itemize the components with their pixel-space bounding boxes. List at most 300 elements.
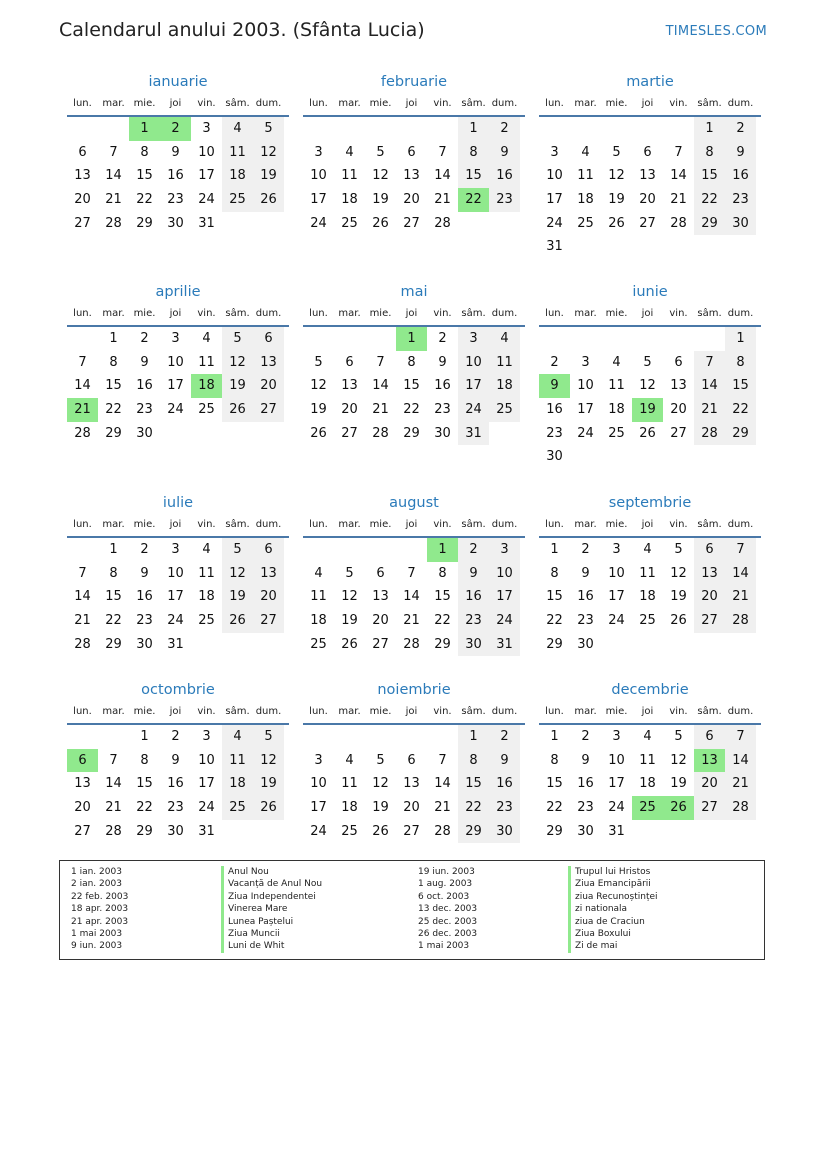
day-cell: 9: [140, 565, 149, 581]
day-grid: [303, 538, 525, 656]
legend-date: 21 apr. 2003: [71, 916, 129, 927]
weekday-label: lun.: [73, 706, 92, 717]
day-cell: 9: [171, 752, 180, 768]
day-cell: 11: [489, 351, 520, 375]
day-cell: 25: [489, 398, 520, 422]
holiday-day-cell: 26: [663, 796, 694, 820]
site-link[interactable]: TIMESLES.COM: [665, 24, 767, 39]
day-cell: 18: [222, 164, 253, 188]
empty-cell: [694, 327, 725, 351]
day-cell: 16: [489, 772, 520, 796]
day-cell: 19: [372, 192, 389, 208]
weekday-label: sâm.: [461, 308, 486, 319]
weekday-label: lun.: [545, 98, 564, 109]
day-cell: 15: [434, 589, 451, 605]
month-name: octombrie: [141, 682, 215, 698]
weekday-label: joi: [641, 98, 654, 109]
day-cell: 4: [222, 725, 253, 749]
weekday-label: lun.: [309, 98, 328, 109]
day-cell: 19: [222, 374, 253, 398]
day-cell: 18: [639, 589, 656, 605]
day-cell: 17: [608, 589, 625, 605]
day-cell: 28: [105, 215, 122, 231]
legend-date: 9 iun. 2003: [71, 941, 123, 952]
weekday-label: mie.: [133, 308, 156, 319]
empty-cell: [334, 725, 365, 749]
day-cell: 15: [725, 374, 756, 398]
day-cell: 12: [222, 351, 253, 375]
month-name: decembrie: [611, 682, 689, 698]
day-cell: 7: [407, 565, 416, 581]
day-cell: 31: [458, 422, 489, 446]
month-iunie: [539, 281, 761, 469]
day-cell: 9: [140, 354, 149, 370]
day-cell: 16: [136, 589, 153, 605]
day-cell: 27: [74, 823, 91, 839]
day-cell: 31: [608, 823, 625, 839]
day-cell: 26: [222, 398, 253, 422]
day-cell: 1: [694, 117, 725, 141]
weekday-label: vin.: [433, 519, 452, 530]
day-cell: 13: [694, 562, 725, 586]
weekday-label: vin.: [197, 98, 216, 109]
day-cell: 11: [310, 589, 327, 605]
day-cell: 28: [725, 796, 756, 820]
weekday-label: mie.: [605, 98, 628, 109]
day-cell: 23: [489, 188, 520, 212]
weekday-label: lun.: [73, 519, 92, 530]
month-august: [303, 492, 525, 656]
day-cell: 18: [639, 776, 656, 792]
day-cell: 29: [458, 820, 489, 844]
day-cell: 30: [725, 212, 756, 236]
day-grid: [303, 327, 525, 445]
day-cell: 9: [171, 144, 180, 160]
weekday-label: joi: [169, 98, 182, 109]
day-cell: 21: [725, 772, 756, 796]
day-cell: 16: [167, 776, 184, 792]
day-cell: 24: [546, 215, 563, 231]
empty-cell: [539, 327, 570, 351]
day-cell: 13: [639, 168, 656, 184]
weekday-label: joi: [641, 308, 654, 319]
day-cell: 27: [403, 215, 420, 231]
day-cell: 7: [109, 752, 118, 768]
day-cell: 19: [253, 164, 284, 188]
day-cell: 14: [725, 749, 756, 773]
weekday-label: vin.: [669, 98, 688, 109]
month-name: iulie: [162, 495, 194, 511]
day-cell: 30: [577, 636, 594, 652]
day-cell: 14: [725, 562, 756, 586]
day-cell: 16: [434, 378, 451, 394]
day-cell: 5: [674, 729, 683, 744]
day-grid: [67, 725, 289, 843]
day-cell: 26: [670, 613, 687, 629]
weekday-label: mar.: [102, 98, 125, 109]
holiday-day-cell: 1: [129, 117, 160, 141]
day-cell: 13: [74, 168, 91, 184]
day-cell: 8: [725, 351, 756, 375]
weekday-label: dum.: [727, 98, 754, 109]
weekday-label: mie.: [133, 519, 156, 530]
weekday-label: joi: [169, 519, 182, 530]
day-cell: 12: [310, 378, 327, 394]
day-grid: [539, 327, 761, 469]
empty-cell: [67, 538, 98, 562]
day-cell: 7: [78, 354, 87, 370]
day-cell: 31: [489, 633, 520, 657]
holiday-day-cell: 9: [539, 374, 570, 398]
day-cell: 20: [253, 585, 284, 609]
weekday-label: joi: [405, 308, 418, 319]
weekday-label: mie.: [605, 308, 628, 319]
weekday-label: vin.: [197, 706, 216, 717]
day-cell: 5: [222, 538, 253, 562]
day-cell: 23: [458, 609, 489, 633]
day-cell: 25: [198, 402, 215, 418]
day-cell: 10: [310, 776, 327, 792]
day-cell: 17: [167, 589, 184, 605]
day-cell: 28: [403, 636, 420, 652]
day-cell: 26: [372, 823, 389, 839]
weekday-header: [539, 303, 761, 327]
month-noiembrie: [303, 679, 525, 843]
day-cell: 16: [577, 776, 594, 792]
day-cell: 26: [372, 215, 389, 231]
month-octombrie: [67, 679, 289, 843]
weekday-label: mie.: [605, 706, 628, 717]
legend-holiday-name: Ziua Emancipării: [568, 878, 658, 890]
day-cell: 26: [341, 636, 358, 652]
empty-cell: [632, 327, 663, 351]
day-cell: 18: [341, 800, 358, 816]
day-cell: 27: [694, 796, 725, 820]
weekday-header: [303, 514, 525, 538]
day-cell: 29: [105, 425, 122, 441]
weekday-label: joi: [405, 706, 418, 717]
day-cell: 28: [434, 215, 451, 231]
day-cell: 2: [489, 117, 520, 141]
day-cell: 11: [639, 752, 656, 768]
weekday-label: mie.: [369, 519, 392, 530]
weekday-label: mie.: [369, 98, 392, 109]
day-cell: 15: [546, 776, 563, 792]
weekday-header: [67, 514, 289, 538]
weekday-label: mar.: [102, 308, 125, 319]
empty-cell: [67, 725, 98, 749]
weekday-label: vin.: [669, 706, 688, 717]
weekday-label: vin.: [197, 308, 216, 319]
weekday-label: vin.: [433, 706, 452, 717]
day-cell: 27: [74, 215, 91, 231]
day-cell: 31: [546, 239, 563, 255]
legend-dates: [418, 866, 477, 953]
weekday-label: vin.: [433, 98, 452, 109]
day-cell: 19: [372, 800, 389, 816]
weekday-header: [539, 93, 761, 117]
legend-holiday-name: zi nationala: [568, 903, 658, 915]
day-cell: 16: [546, 402, 563, 418]
day-cell: 28: [725, 609, 756, 633]
day-cell: 28: [694, 422, 725, 446]
day-cell: 10: [489, 562, 520, 586]
day-cell: 9: [581, 752, 590, 768]
day-cell: 13: [403, 168, 420, 184]
day-cell: 21: [105, 192, 122, 208]
day-cell: 20: [74, 800, 91, 816]
month-septembrie: [539, 492, 761, 656]
weekday-label: joi: [405, 519, 418, 530]
day-cell: 1: [725, 327, 756, 351]
day-cell: 12: [222, 562, 253, 586]
day-cell: 17: [167, 378, 184, 394]
day-cell: 24: [608, 800, 625, 816]
weekday-label: mie.: [133, 98, 156, 109]
day-cell: 25: [222, 796, 253, 820]
empty-cell: [303, 327, 334, 351]
legend-holiday-name: Ziua Muncii: [221, 928, 322, 940]
weekday-label: joi: [405, 98, 418, 109]
empty-cell: [601, 117, 632, 141]
day-cell: 27: [694, 609, 725, 633]
weekday-label: vin.: [669, 308, 688, 319]
holiday-day-cell: 22: [458, 188, 489, 212]
month-name: ianuarie: [148, 74, 208, 90]
day-cell: 6: [407, 752, 416, 768]
legend-dates: [71, 866, 128, 953]
day-cell: 23: [489, 796, 520, 820]
day-cell: 11: [341, 168, 358, 184]
weekday-header: [539, 514, 761, 538]
empty-cell: [98, 117, 129, 141]
legend-holiday-name: Zi de mai: [568, 940, 658, 952]
day-cell: 8: [109, 354, 118, 370]
day-cell: 9: [725, 141, 756, 165]
day-cell: 2: [171, 729, 180, 744]
empty-cell: [632, 117, 663, 141]
day-cell: 15: [694, 164, 725, 188]
empty-cell: [334, 538, 365, 562]
day-cell: 19: [341, 613, 358, 629]
day-cell: 19: [670, 589, 687, 605]
day-cell: 3: [612, 542, 621, 557]
day-cell: 9: [489, 749, 520, 773]
day-grid: [539, 117, 761, 259]
day-cell: 27: [639, 215, 656, 231]
day-cell: 31: [167, 636, 184, 652]
day-cell: 27: [670, 425, 687, 441]
day-cell: 2: [550, 354, 559, 370]
weekday-label: mar.: [338, 98, 361, 109]
weekday-label: dum.: [491, 706, 518, 717]
day-cell: 13: [253, 562, 284, 586]
day-cell: 24: [167, 613, 184, 629]
day-cell: 17: [198, 168, 215, 184]
day-cell: 12: [670, 752, 687, 768]
weekday-label: sâm.: [461, 706, 486, 717]
day-cell: 26: [222, 609, 253, 633]
weekday-label: dum.: [727, 308, 754, 319]
day-cell: 14: [105, 168, 122, 184]
month-ianuarie: [67, 71, 289, 235]
weekday-label: mie.: [369, 706, 392, 717]
weekday-label: mar.: [574, 308, 597, 319]
day-cell: 14: [434, 776, 451, 792]
weekday-label: lun.: [309, 706, 328, 717]
weekday-label: lun.: [73, 308, 92, 319]
day-cell: 31: [198, 823, 215, 839]
day-cell: 24: [310, 823, 327, 839]
weekday-label: lun.: [73, 98, 92, 109]
day-cell: 18: [198, 589, 215, 605]
empty-cell: [365, 327, 396, 351]
legend-date: 13 dec. 2003: [418, 904, 478, 915]
legend-date: 6 oct. 2003: [418, 891, 470, 902]
day-cell: 25: [341, 215, 358, 231]
day-cell: 2: [581, 729, 590, 744]
weekday-label: dum.: [727, 519, 754, 530]
day-cell: 14: [670, 168, 687, 184]
month-name: august: [389, 495, 439, 511]
weekday-label: dum.: [255, 308, 282, 319]
day-cell: 4: [202, 542, 211, 557]
day-cell: 7: [725, 538, 756, 562]
day-cell: 14: [372, 378, 389, 394]
day-cell: 4: [489, 327, 520, 351]
day-cell: 25: [341, 823, 358, 839]
day-cell: 11: [608, 378, 625, 394]
month-name: noiembrie: [377, 682, 451, 698]
day-cell: 3: [550, 144, 559, 160]
day-cell: 15: [403, 378, 420, 394]
day-cell: 26: [639, 425, 656, 441]
day-cell: 3: [171, 331, 180, 346]
day-cell: 6: [643, 144, 652, 160]
day-cell: 14: [403, 589, 420, 605]
empty-cell: [396, 117, 427, 141]
day-cell: 15: [546, 589, 563, 605]
day-cell: 20: [670, 402, 687, 418]
day-cell: 22: [546, 613, 563, 629]
day-cell: 12: [670, 565, 687, 581]
day-cell: 23: [136, 402, 153, 418]
legend-names: [568, 866, 658, 953]
day-cell: 29: [403, 425, 420, 441]
day-cell: 7: [438, 144, 447, 160]
day-cell: 5: [253, 725, 284, 749]
day-cell: 20: [341, 402, 358, 418]
day-cell: 24: [198, 192, 215, 208]
day-cell: 10: [608, 752, 625, 768]
day-cell: 19: [310, 402, 327, 418]
empty-cell: [303, 117, 334, 141]
day-grid: [303, 725, 525, 843]
day-cell: 17: [198, 776, 215, 792]
weekday-label: dum.: [255, 706, 282, 717]
empty-cell: [427, 117, 458, 141]
empty-cell: [365, 117, 396, 141]
empty-cell: [663, 117, 694, 141]
day-cell: 22: [458, 796, 489, 820]
day-cell: 5: [222, 327, 253, 351]
day-cell: 16: [725, 164, 756, 188]
day-cell: 5: [643, 354, 652, 370]
day-cell: 22: [105, 613, 122, 629]
empty-cell: [98, 725, 129, 749]
weekday-label: mar.: [574, 98, 597, 109]
weekday-label: sâm.: [461, 519, 486, 530]
day-cell: 12: [639, 378, 656, 394]
day-cell: 2: [725, 117, 756, 141]
day-cell: 1: [109, 331, 118, 346]
holiday-day-cell: 18: [191, 374, 222, 398]
day-cell: 5: [314, 354, 323, 370]
day-cell: 4: [202, 331, 211, 346]
day-cell: 4: [345, 752, 354, 768]
day-cell: 31: [198, 215, 215, 231]
empty-cell: [334, 327, 365, 351]
day-cell: 26: [608, 215, 625, 231]
day-cell: 22: [546, 800, 563, 816]
holiday-day-cell: 13: [694, 749, 725, 773]
legend-date: 19 iun. 2003: [418, 867, 475, 877]
day-cell: 18: [222, 772, 253, 796]
day-grid: [539, 725, 761, 843]
weekday-label: sâm.: [697, 519, 722, 530]
month-decembrie: [539, 679, 761, 843]
day-cell: 7: [674, 144, 683, 160]
day-cell: 8: [407, 354, 416, 370]
day-cell: 6: [694, 538, 725, 562]
day-cell: 28: [105, 823, 122, 839]
day-cell: 28: [74, 636, 91, 652]
day-cell: 24: [458, 398, 489, 422]
day-cell: 7: [725, 725, 756, 749]
day-cell: 21: [670, 192, 687, 208]
day-cell: 30: [167, 215, 184, 231]
day-cell: 25: [577, 215, 594, 231]
empty-cell: [303, 725, 334, 749]
day-cell: 13: [403, 776, 420, 792]
day-cell: 11: [222, 141, 253, 165]
day-cell: 29: [546, 823, 563, 839]
day-cell: 27: [372, 636, 389, 652]
day-cell: 29: [725, 422, 756, 446]
legend-holiday-name: ziua de Craciun: [568, 916, 658, 928]
day-cell: 2: [581, 542, 590, 557]
weekday-label: sâm.: [697, 308, 722, 319]
month-name: septembrie: [608, 495, 692, 511]
day-cell: 26: [310, 425, 327, 441]
day-cell: 17: [458, 374, 489, 398]
day-cell: 23: [725, 188, 756, 212]
day-cell: 1: [550, 729, 559, 744]
day-cell: 6: [674, 354, 683, 370]
day-cell: 13: [341, 378, 358, 394]
day-cell: 5: [253, 117, 284, 141]
day-cell: 9: [489, 141, 520, 165]
day-cell: 6: [78, 144, 87, 160]
weekday-label: mar.: [102, 706, 125, 717]
weekday-header: [303, 93, 525, 117]
day-cell: 9: [581, 565, 590, 581]
day-cell: 14: [105, 776, 122, 792]
day-cell: 21: [694, 398, 725, 422]
day-cell: 25: [198, 613, 215, 629]
day-cell: 8: [140, 144, 149, 160]
empty-cell: [396, 538, 427, 562]
